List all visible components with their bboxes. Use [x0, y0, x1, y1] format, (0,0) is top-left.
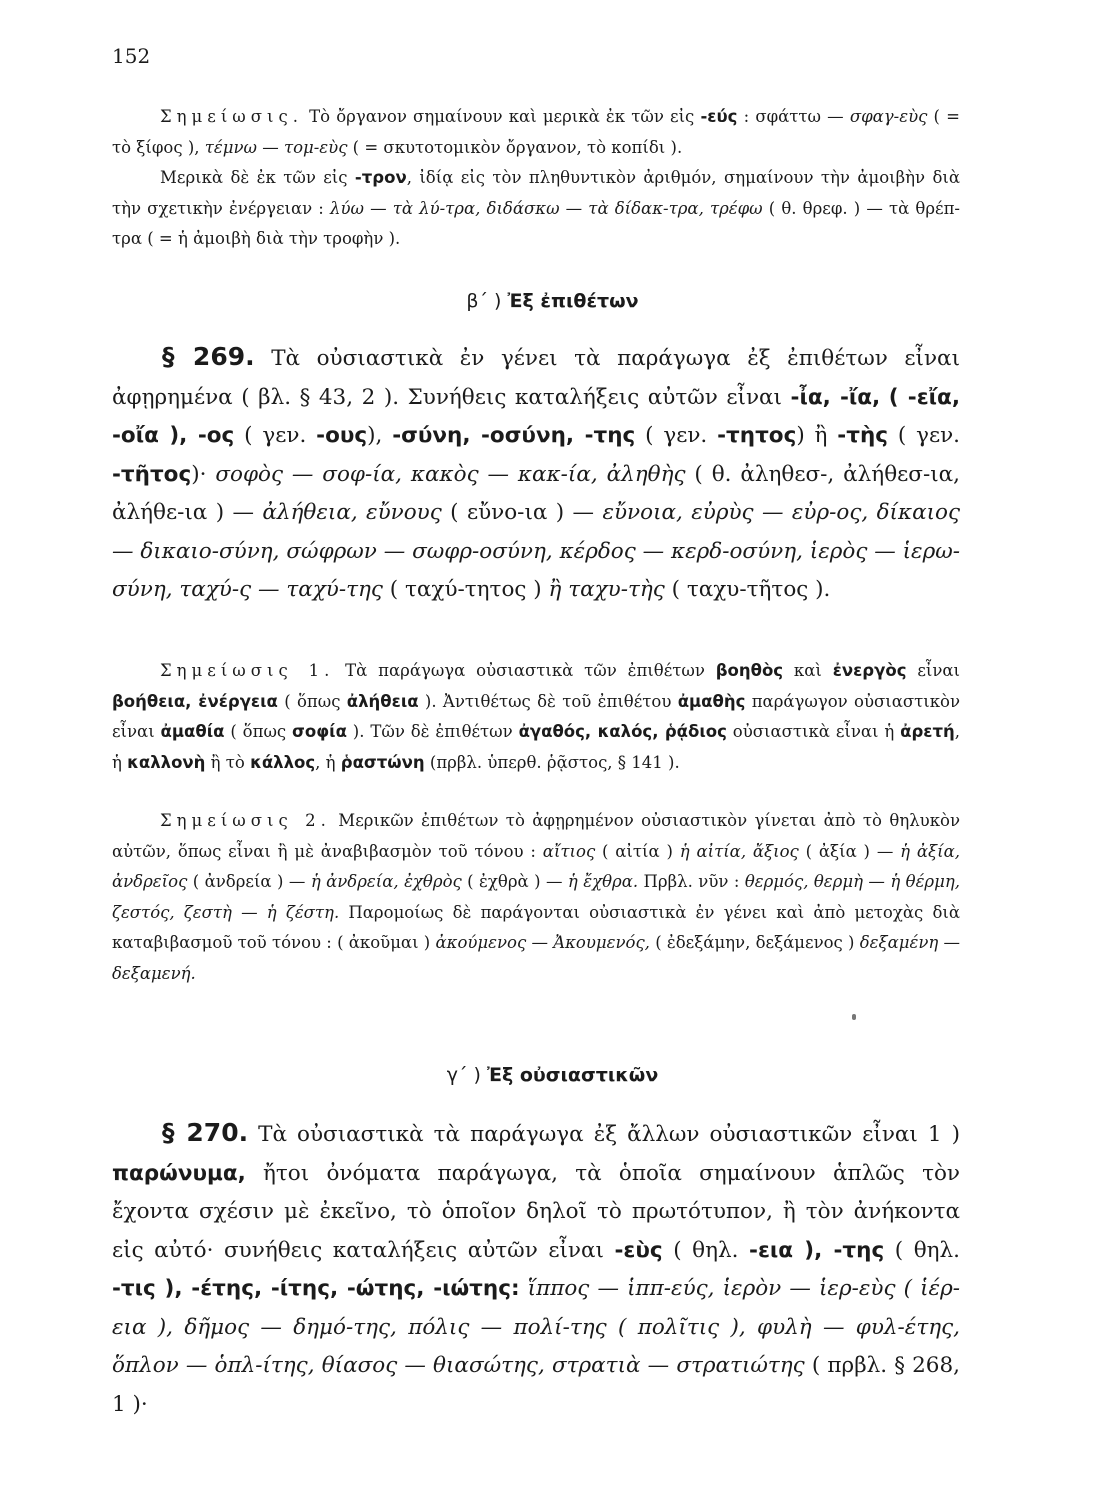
- section-heading-c: [0, 1064, 1105, 1086]
- note-label: Σημείωσις.: [160, 107, 303, 126]
- note-instrument-nouns: [112, 102, 960, 255]
- note-paragraph: Μερικὰ δὲ ἐκ τῶν εἰς -τρον, ἰδίᾳ εἰς τὸν πληθυντικὸν ἀριθμόν, σημαίνουν τὴν ἀμοιβὴν διὰ τὴν σχετικὴν ἐνέργειαν : λύω — τὰ λύ-τρα, διδάσκω — τὰ δίδακ-τρα, τρέφω ( θ. θρεφ. ) — τὰ θρέπ-τρα ( = ἡ ἀμοιβὴ διὰ τὴν τροφὴν ).: [112, 168, 961, 248]
- section-heading-b: [0, 290, 1105, 312]
- heading-number: β΄ ): [466, 290, 502, 312]
- heading-title: Ἐξ ἐπιθέτων: [507, 290, 639, 312]
- section-number: § 270.: [162, 1118, 249, 1147]
- section-270: § 270. Τὰ οὐσιαστικὰ τὰ παράγωγα ἐξ ἄλλων οὐσιαστικῶν εἶναι 1 ) παρώνυμα, ἤτοι ὀνόματα παράγωγα, τὰ ὁποῖα σημαίνουν ἁπλῶς τὸν ἔχοντα σχέσιν μὲ ἐκεῖνο, τὸ ὁποῖον δηλοῖ τὸ πρωτότυπον, ἢ τὸν ἀνήκοντα εἰς αὐτό· συνήθεις καταλήξεις αὐτῶν εἶναι -εὺς ( θηλ. -εια ), -της ( θηλ. -τις ), -έτης, -ίτης, -ώτης, -ιώτης: ἵππος — ἱππ-εύς, ἱερὸν — ἱερ-εὺς ( ἱέρ-εια ), δῆμος — δημό-της, πόλις — πολί-της ( πολῖτις ), φυλὴ — φυλ-έτης, ὅπλον — ὁπλ-ίτης, θίασος — θιασώτης, στρατιὰ — στρατιώτης ( πρβλ. § 268, 1 )·: [112, 1118, 960, 1417]
- note-label: Σημείωσις 1.: [160, 661, 335, 680]
- ink-speck: [852, 1014, 856, 1020]
- section-269: § 269. Τὰ οὐσιαστικὰ ἐν γένει τὰ παράγωγα ἐξ ἐπιθέτων εἶναι ἀφῃρημένα ( βλ. § 43, 2 ). Συνήθεις καταλήξεις αὐτῶν εἶναι -ἶα, -ἴα, ( -εἴα, -οἴα ), -ος ( γεν. -ους), -σύνη, -οσύνη, -της ( γεν. -τητος) ἢ -τὴς ( γεν. -τῆτος)· σοφὸς — σοφ-ία, κακὸς — κακ-ία, ἀληθὴς ( θ. ἀληθεσ-, ἀλήθεσ-ια, ἀλήθε-ια ) — ἀλήθεια, εὔνους ( εὔνο-ια ) — εὔνοια, εὐρὺς — εὐρ-ος, δίκαιος — δικαιο-σύνη, σώφρων — σωφρ-οσύνη, κέρδος — κερδ-οσύνη, ἱερὸς — ἱερω-σύνη, ταχύ-ς — ταχύ-της ( ταχύ-τητος ) ἢ ταχυ-τὴς ( ταχυ-τῆτος ).: [112, 342, 961, 602]
- page-number: 152: [112, 44, 151, 68]
- heading-number: γ΄ ): [446, 1064, 481, 1086]
- note-269-2: Σημείωσις 2. Μερικῶν ἐπιθέτων τὸ ἀφῃρημένον οὐσιαστικὸν γίνεται ἀπὸ τὸ θηλυκὸν αὐτῶν, ὅπως εἶναι ἢ μὲ ἀναβιβασμὸν τοῦ τόνου : αἴτιος ( αἰτία ) ἡ αἰτία, ἄξιος ( ἀξία ) — ἡ ἀξία, ἀνδρεῖος ( ἀνδρεία ) — ἡ ἀνδρεία, ἐχθρὸς ( ἐχθρὰ ) — ἡ ἔχθρα. Πρβλ. νῦν : θερμός, θερμὴ — ἡ θέρμη, ζεστός, ζεστὴ — ἡ ζέστη. Παρομοίως δὲ παράγονται οὐσιαστικὰ ἐν γένει καὶ ἀπὸ μετοχὰς διὰ καταβιβασμοῦ τοῦ τόνου : ( ἀκοῦμαι ) ἀκούμενος — Ἀκουμενός, ( ἐδεξάμην, δεξάμενος ) δεξαμένη — δεξαμενή.: [112, 811, 960, 983]
- note-paragraph: Σημείωσις. Τὸ ὄργανον σημαίνουν καὶ μερικὰ ἐκ τῶν εἰς -εύς : σφάττω — σφαγ-εὺς ( = τὸ ξίφος ), τέμνω — τομ-εὺς ( = σκυτοτομικὸν ὄργανον, τὸ κοπίδι ).: [112, 107, 960, 157]
- heading-title: Ἐξ οὐσιαστικῶν: [486, 1064, 659, 1086]
- note-label: Σημείωσις 2.: [160, 811, 331, 830]
- section-number: § 269.: [162, 342, 255, 371]
- note-269-1: Σημείωσις 1. Τὰ παράγωγα οὐσιαστικὰ τῶν ἐπιθέτων βοηθὸς καὶ ἐνεργὸς εἶναι βοήθεια, ἐνέργεια ( ὅπως ἀλήθεια ). Ἀντιθέτως δὲ τοῦ ἐπιθέτου ἀμαθὴς παράγωγον οὐσιαστικὸν εἶναι ἀμαθία ( ὅπως σοφία ). Τῶν δὲ ἐπιθέτων ἀγαθός, καλός, ῥᾴδιος οὐσιαστικὰ εἶναι ἡ ἀρετή, ἡ καλλονὴ ἢ τὸ κάλλος, ἡ ῥαστώνη (πρβλ. ὑπερθ. ῥᾷστος, § 141 ).: [112, 661, 960, 772]
